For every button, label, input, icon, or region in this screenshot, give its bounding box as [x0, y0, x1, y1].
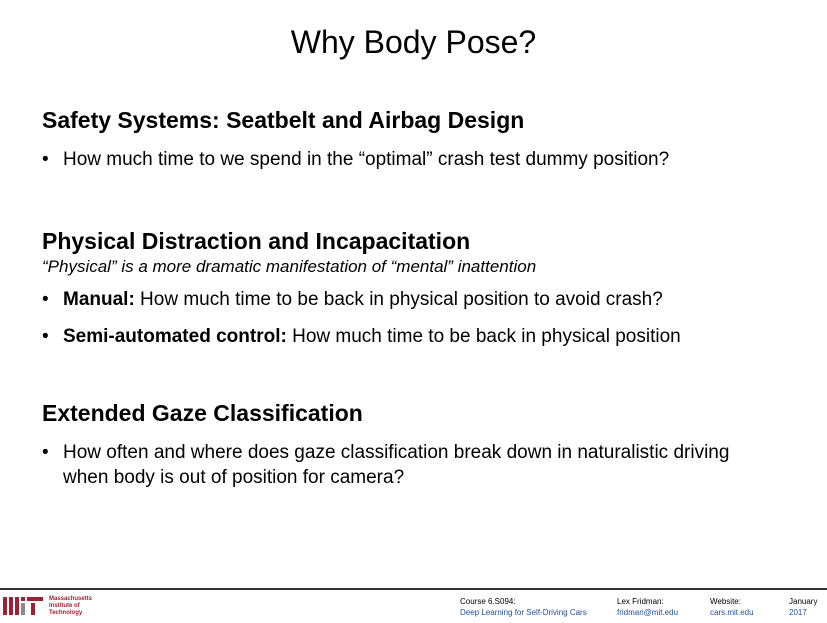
bullet-text: How much time to be back in physical position [286, 326, 681, 347]
bullet-list [42, 147, 812, 172]
date-month: January [789, 597, 818, 606]
bullet-text: How much time to we spend in the “optimal” crash test dummy position? [63, 149, 670, 170]
bullet-list [42, 287, 812, 349]
bullet-icon: • [42, 149, 49, 170]
bullet-icon: • [42, 326, 49, 347]
bullet-item [42, 324, 812, 349]
bullet-text: How often and where does gaze classification break down in naturalistic driving when body is out of position for camera? [63, 442, 730, 488]
institution-line-3: Technology [49, 610, 83, 616]
mit-logo-icon [3, 597, 45, 615]
website-label: Website: [710, 597, 741, 606]
footer-website [710, 596, 754, 618]
website-link[interactable]: cars.mit.edu [710, 608, 754, 617]
bullet-strong-text: Semi-automated control: [63, 326, 287, 347]
footer-date [789, 596, 817, 618]
bullet-icon: • [42, 289, 49, 310]
institution-name [49, 596, 109, 617]
bullet-item [42, 440, 762, 490]
section-safety-systems [42, 105, 812, 172]
section-heading: Safety Systems: Seatbelt and Airbag Design [42, 107, 525, 133]
section-heading: Extended Gaze Classification [42, 400, 363, 426]
section-physical-distraction [42, 226, 812, 349]
author-email-link[interactable]: fridman@mit.edu [617, 608, 679, 617]
course-label: Course 6.S094: [460, 597, 516, 606]
institution-line-2: Institute of [49, 603, 80, 609]
author-label: Lex Fridman: [617, 597, 664, 606]
slide-title: Why Body Pose? [290, 24, 537, 60]
footer-author [617, 596, 678, 618]
section-heading: Physical Distraction and Incapacitation [42, 228, 471, 254]
bullet-icon: • [42, 442, 49, 463]
section-subtitle: “Physical” is a more dramatic manifestation of “mental” inattention [42, 257, 537, 276]
bullet-text: How much time to be back in physical position to avoid crash? [134, 289, 663, 310]
bullet-list [42, 440, 762, 490]
bullet-strong-text: Manual: [63, 289, 135, 310]
section-extended-gaze [42, 398, 812, 490]
footer-course [460, 596, 587, 618]
bullet-item [42, 287, 812, 312]
slide-footer [0, 588, 827, 623]
date-year: 2017 [789, 608, 807, 617]
bullet-item [42, 147, 812, 172]
course-name: Deep Learning for Self-Driving Cars [460, 608, 587, 617]
institution-line-1: Massachusetts [49, 596, 93, 602]
